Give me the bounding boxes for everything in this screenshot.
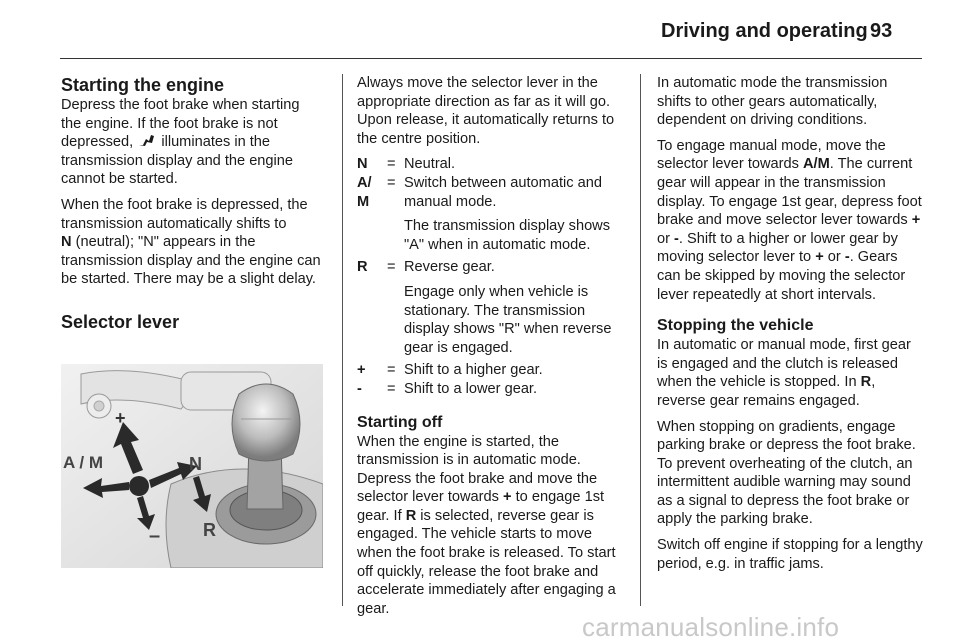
heading-selector-lever: Selector lever [61, 311, 180, 332]
paragraph-stopping-3: Switch off engine if stopping for a lengthy period, e.g. in traffic jams. [657, 537, 923, 572]
definition-minus: - = Shift to a lower gear. [357, 380, 538, 397]
page-header [0, 0, 960, 62]
paragraph-starting-off: When the engine is started, the transmission is in automatic mode. Depress the foot brake and move the selector lever towards + to engage 1st gear. If R is selected, reverse gear is engaged. The vehicle starts to move when the foot brake is released. To start off quickly, release the foot brake and accelerate immediately after engaging a gear. [357, 433, 616, 617]
paragraph-automatic-mode: In automatic mode the transmission shifts to other gears automatically, dependent on driving conditions. [657, 75, 888, 129]
paragraph-stopping-1: In automatic or manual mode, first gear is engaged and the clutch is released when the vehicle is stopped. In R, reverse gear remains engaged. [657, 337, 911, 409]
heading-starting-off: Starting off [357, 413, 443, 431]
definition-am-note: The transmission display shows "A" when in automatic mode. [404, 218, 611, 253]
heading-starting-engine: Starting the engine [61, 75, 225, 95]
column-middle [357, 74, 625, 625]
minus-label: – [149, 525, 161, 547]
paragraph-neutral-shift: When the foot brake is depressed, the transmission automatically shifts to N (neutral); "N" appears in the transmission display and the engine can be started. There may be a slight delay. [61, 196, 321, 288]
page-number: 93 [870, 20, 893, 42]
definition-plus: + = Shift to a higher gear. [357, 362, 543, 379]
foot-brake-icon [137, 133, 157, 147]
definition-reverse: R = Reverse gear. [357, 259, 495, 276]
plus-label: + [115, 408, 126, 428]
column-divider-2 [640, 74, 641, 606]
paragraph-lever-intro: Always move the selector lever in the appropriate direction as far as it will go. Upon release, it automatically returns to the centre position. [357, 75, 615, 147]
definition-neutral: N = Neutral. [357, 156, 456, 173]
header-divider [60, 58, 922, 59]
watermark: carmanualsonline.info [582, 612, 840, 642]
definition-am: A/ M = Switch between automatic and manual mode. [357, 174, 602, 210]
paragraph-foot-brake: Depress the foot brake when starting the engine. If the foot brake is not depressed, illuminates in the transmission display and the engine cannot be started. [61, 97, 300, 188]
column-left [61, 74, 323, 333]
definition-reverse-note: Engage only when vehicle is stationary. The transmission display shows "R" when reverse gear is engaged. [404, 283, 612, 356]
paragraph-manual-mode: To engage manual mode, move the selector lever towards A/M. The current gear will appear in the transmission display. To engage 1st gear, depress foot brake and move selector lever towards + or -. Shift to a higher or lower gear by moving selector lever to + or -. Gears can be skipped by moving the selector lever repeatedly at short intervals. [657, 137, 922, 303]
definition-list [357, 155, 625, 398]
selector-lever-illustration [61, 364, 323, 568]
column-divider-1 [342, 74, 343, 606]
n-label: N [189, 454, 202, 474]
paragraph-stopping-2: When stopping on gradients, engage parking brake or depress the foot brake. To prevent overheating of the clutch, an intermittent audible warning may sound as a signal to depress the foot brake or apply the parking brake. [657, 418, 916, 528]
am-label: A / M [63, 453, 103, 472]
heading-stopping-vehicle: Stopping the vehicle [657, 317, 814, 335]
r-label: R [203, 520, 216, 540]
section-title: Driving and operating [661, 20, 868, 42]
column-right [657, 74, 923, 580]
